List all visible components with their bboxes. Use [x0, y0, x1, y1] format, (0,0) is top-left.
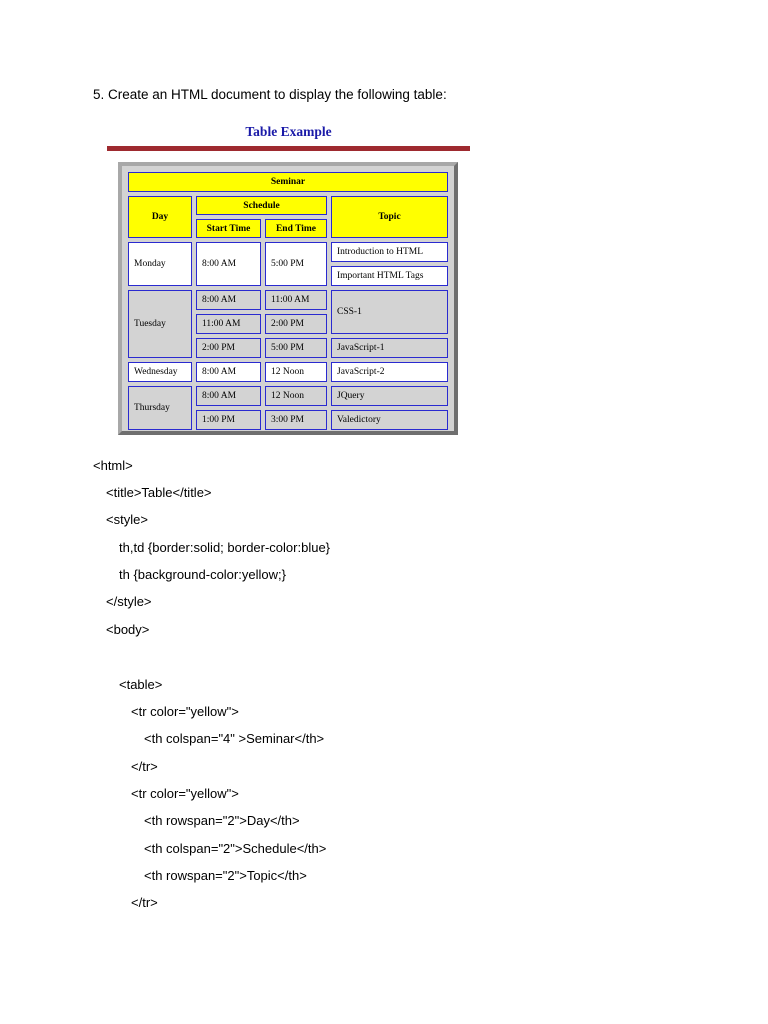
code-line: <th colspan="4" >Seminar</th> — [144, 731, 325, 746]
start-time-cell: 8:00 AM — [196, 242, 261, 286]
end-time-cell: 5:00 PM — [265, 338, 327, 358]
code-line: <tr color="yellow"> — [131, 704, 239, 719]
day-cell-tuesday: Tuesday — [128, 290, 192, 358]
code-line: <title>Table</title> — [106, 485, 212, 500]
day-header: Day — [128, 196, 192, 238]
code-line: </tr> — [131, 895, 158, 910]
code-line: </style> — [106, 594, 152, 609]
code-line: th,td {border:solid; border-color:blue} — [119, 540, 331, 555]
start-time-cell: 8:00 AM — [196, 362, 261, 382]
code-line: <table> — [119, 677, 163, 692]
end-time-cell: 12 Noon — [265, 386, 327, 406]
topic-cell: Introduction to HTML — [331, 242, 448, 262]
code-line: <th rowspan="2">Day</th> — [144, 813, 300, 828]
start-time-header: Start Time — [196, 219, 261, 238]
topic-header: Topic — [331, 196, 448, 238]
code-line: <th rowspan="2">Topic</th> — [144, 868, 307, 883]
table-example-title: Table Example — [245, 124, 332, 139]
topic-cell: JavaScript-1 — [331, 338, 448, 358]
code-line: <tr color="yellow"> — [131, 786, 239, 801]
end-time-cell: 2:00 PM — [265, 314, 327, 334]
day-cell-thursday: Thursday — [128, 386, 192, 430]
topic-cell: JavaScript-2 — [331, 362, 448, 382]
seminar-header: Seminar — [128, 172, 448, 192]
schedule-header: Schedule — [196, 196, 327, 215]
code-line: </tr> — [131, 759, 158, 774]
topic-cell: Important HTML Tags — [331, 266, 448, 286]
start-time-cell: 2:00 PM — [196, 338, 261, 358]
end-time-cell: 12 Noon — [265, 362, 327, 382]
start-time-cell: 11:00 AM — [196, 314, 261, 334]
topic-cell: JQuery — [331, 386, 448, 406]
code-line: <style> — [106, 512, 148, 527]
start-time-cell: 1:00 PM — [196, 410, 261, 430]
code-line: <th colspan="2">Schedule</th> — [144, 841, 327, 856]
start-time-cell: 8:00 AM — [196, 386, 261, 406]
day-cell-monday: Monday — [128, 242, 192, 286]
end-time-cell: 11:00 AM — [265, 290, 327, 310]
code-line: <html> — [93, 458, 133, 473]
code-line: <body> — [106, 622, 150, 637]
topic-cell: Valedictory — [331, 410, 448, 430]
end-time-cell: 3:00 PM — [265, 410, 327, 430]
code-line: th {background-color:yellow;} — [119, 567, 286, 582]
topic-cell: CSS-1 — [331, 290, 448, 334]
end-time-header: End Time — [265, 219, 327, 238]
start-time-cell: 8:00 AM — [196, 290, 261, 310]
day-cell-wednesday: Wednesday — [128, 362, 192, 382]
question-text: 5. Create an HTML document to display the following table: — [93, 87, 447, 102]
end-time-cell: 5:00 PM — [265, 242, 327, 286]
